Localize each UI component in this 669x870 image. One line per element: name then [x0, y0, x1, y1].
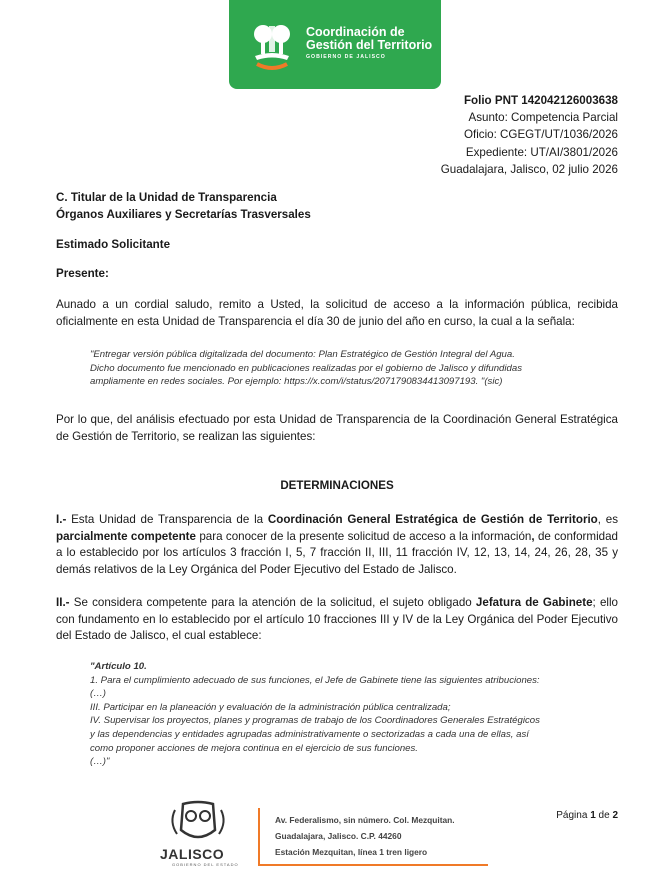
addressee-line1: C. Titular de la Unidad de Transparencia [56, 191, 277, 204]
logo-line3: GOBIERNO DE JALISCO [306, 54, 386, 60]
page-current: 1 [590, 810, 596, 821]
document-metadata [441, 92, 618, 178]
analysis-paragraph: Por lo que, del análisis efectuado por esta Unidad de Transparencia de la Coordinación General Estratégica de Gestión de Territorio, se realizan las siguientes: [56, 413, 618, 443]
article-quote [90, 660, 600, 769]
page-number [556, 810, 618, 821]
intro-paragraph: Aunado a un cordial saludo, remito a Usted, la solicitud de acceso a la información pública, recibida oficialmente en esta Unidad de Transparencia el día 30 de junio del año en curso, la cual a la señala: [56, 298, 618, 328]
header-banner [229, 0, 441, 89]
footer-horizontal-rule [258, 864, 488, 866]
det2-bold1: Jefatura de Gabinete [475, 596, 593, 609]
determination-2 [56, 595, 618, 645]
det2-text1: Se considera competente para la atención de la solicitud, el sujeto obligado [69, 596, 476, 609]
expediente: Expediente: UT/AI/3801/2026 [465, 145, 618, 159]
det1-bold2: parcialmente competente [56, 529, 196, 543]
footer-vertical-rule [258, 808, 260, 864]
footer-logo-text: JALISCO [160, 846, 225, 862]
footer-address-line2: Guadalajara, Jalisco. C.P. 44260 [275, 831, 402, 841]
footer-address-line1: Av. Federalismo, sin número. Col. Mezquitan. [275, 815, 455, 825]
oficio: Oficio: CGEGT/UT/1036/2026 [463, 128, 618, 142]
request-quote [90, 348, 600, 389]
article-line6: como proponer acciones de mejora continua en el ejercicio de sus funciones. [90, 742, 418, 754]
article-line4: IV. Supervisar los proyectos, planes y programas de trabajo de los Coordinadores Generales Estratégicos [90, 715, 540, 727]
article-line7: (…)" [90, 756, 110, 768]
request-quote-line1: "Entregar versión pública digitalizada del documento: Plan Estratégico de Gestión Integral del Agua. [90, 349, 515, 360]
determination-1 [56, 512, 618, 578]
footer-address [275, 812, 455, 860]
article-line5: y las dependencias y entidades agrupadas administrativamente o sectorizadas a cada una de ellas, así [90, 728, 529, 740]
det1-bold1: Coordinación General Estratégica de Gestión de Territorio [267, 513, 598, 526]
det1-text4: de conformidad a lo establecido por los artículos 3 fracción I, 5, 7 fracción II, III, 11 fracción IV, 12, 13, 14, 24, 26, 28, 35 y demás relativos de la Ley Orgánica del Poder Ejecutivo del Estado de Jalisco. [56, 529, 618, 576]
article-title: "Artículo 10. [90, 661, 147, 672]
request-quote-line2: Dicho documento fue mencionado en publicaciones realizadas por el gobierno de Jalisco y difundidas [90, 362, 522, 374]
folio: Folio PNT 142042126003638 [463, 94, 618, 107]
article-line1: 1. Para el cumplimiento adecuado de sus funciones, el Jefe de Gabinete tiene las siguientes atribuciones: [90, 674, 540, 686]
asunto: Asunto: Competencia Parcial [468, 111, 618, 125]
article-line2: (…) [90, 688, 106, 700]
page-mid: de [595, 810, 613, 821]
presente: Presente: [56, 267, 109, 280]
footer-logo-subtitle: GOBIERNO DEL ESTADO [172, 862, 239, 867]
det1-number: I.- [56, 513, 67, 526]
det1-text3: para conocer de la presente solicitud de acceso a la información [195, 529, 532, 543]
footer-address-line3: Estación Mezquitan, línea 1 tren ligero [275, 847, 428, 857]
determinaciones-heading: DETERMINACIONES [280, 479, 394, 492]
addressee-line2: Órganos Auxiliares y Secretarías Trasversales [56, 207, 311, 221]
request-quote-line3: ampliamente en redes sociales. Por ejemplo: https://x.com/i/status/2071790834413097193. "(sic) [90, 376, 503, 388]
addressee [56, 190, 618, 223]
det1-text2: , es [597, 513, 618, 526]
tree-logo-icon [247, 20, 297, 76]
logo-line2: Gestión del Territorio [306, 38, 433, 52]
logo-line1: Coordinación de [306, 25, 405, 39]
place-date: Guadalajara, Jalisco, 02 julio 2026 [440, 162, 618, 176]
logo-text [306, 26, 432, 60]
det2-text2: ; ello con fundamento en lo establecido por el artículo 10 fracciones III y IV de la Ley Orgánica del Poder Ejecutivo del Estado de Jalisco, el cual establece: [56, 596, 619, 643]
article-line3: III. Participar en la planeación y evaluación de la administración pública centralizada; [90, 701, 451, 713]
det2-number: II.- [56, 596, 70, 609]
page-total: 2 [612, 810, 618, 821]
det1-text1: Esta Unidad de Transparencia de la [66, 513, 268, 526]
det1-bold3: , [531, 529, 535, 543]
page-prefix: Página [556, 810, 591, 821]
greeting: Estimado Solicitante [56, 238, 171, 251]
